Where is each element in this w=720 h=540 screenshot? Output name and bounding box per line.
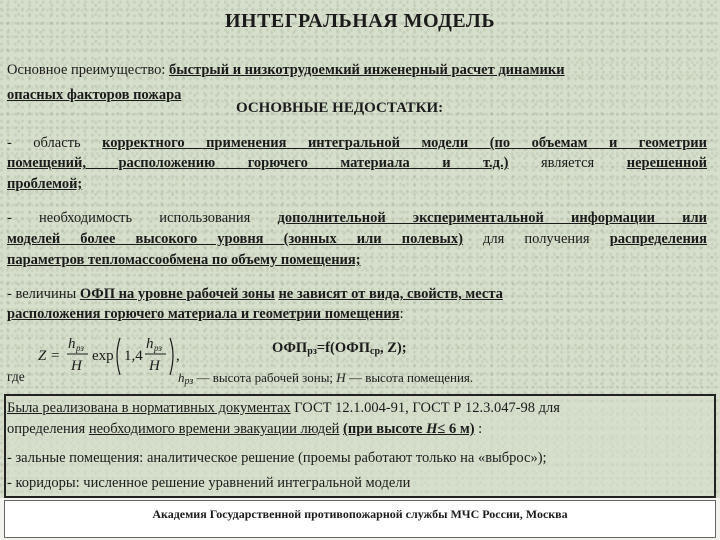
box-line1 — [7, 400, 560, 417]
formula-comma: , — [176, 348, 180, 364]
ofp-tail: , Z); — [380, 340, 407, 356]
ofp-main: ОФП — [272, 340, 308, 356]
drawback3-colon: : — [399, 306, 404, 322]
where-label: где — [7, 369, 25, 384]
drawback2-prefix: - необходимость использования — [7, 210, 278, 226]
formula-coef: 1,4 — [124, 348, 143, 364]
formula-note — [178, 370, 473, 387]
advantage-text1: быстрый и низкотрудоемкий инженерный расчет динамики — [169, 62, 565, 78]
z-formula — [38, 330, 188, 380]
drawbacks-heading: ОСНОВНЫЕ НЕДОСТАТКИ: — [236, 100, 444, 116]
formula-h2: h — [146, 336, 154, 352]
formula-exp: exp — [92, 348, 114, 364]
drawback2-bold3: распределения — [609, 231, 707, 247]
box-l1-rest: ГОСТ 12.1.004-91, ГОСТ Р 12.3.047-98 для — [290, 400, 560, 416]
slide-title: ИНТЕГРАЛЬНАЯ МОДЕЛЬ — [224, 10, 496, 32]
note-text2: — высота помещения. — [345, 370, 474, 385]
drawback2-bold1: дополнительной экспериментальной информации или — [277, 210, 707, 226]
advantage-line2 — [7, 87, 181, 104]
drawback3-line1 — [7, 286, 503, 303]
box-l2-underlined: необходимого времени эвакуации людей — [88, 421, 340, 437]
paren-left — [117, 338, 120, 375]
formula-rz2: рз — [154, 343, 162, 353]
box-line2 — [7, 421, 482, 438]
drawback1-prefix: - область — [7, 135, 103, 151]
drawback1-line2 — [7, 155, 707, 172]
drawback1-mid: является — [508, 155, 627, 171]
box-line3: - зальные помещения: аналитическое решение (проемы работают только на «выброс»); — [7, 450, 547, 466]
box-l2-bold2: ≤ 6 м) — [437, 421, 475, 437]
paren-right — [170, 338, 173, 375]
drawback1-bold1: корректного применения интегральной модели (по объемам и геометрии — [102, 135, 707, 151]
drawback1-bold2: помещений, расположению горючего материала и т.д.) — [7, 155, 509, 171]
ofp-eq: =f(ОФП — [316, 340, 371, 356]
note-H: H — [336, 370, 346, 385]
box-l2-a: определения — [7, 421, 89, 437]
drawback3-bold1: ОФП на уровне рабочей зоны — [79, 286, 275, 302]
drawback3-bold2: не зависят от вида, свойств, места — [278, 286, 503, 302]
drawback3-bold3: расположения горючего материала и геометрии помещения — [7, 306, 400, 322]
ofp-sub: рз — [307, 346, 317, 357]
formula-rz1: рз — [76, 343, 84, 353]
advantage-prefix: Основное преимущество: — [7, 62, 170, 78]
formula-h1: h — [68, 336, 76, 352]
drawback1-line3 — [7, 176, 82, 193]
drawback1-bold4: проблемой; — [7, 176, 83, 192]
box-line4: - коридоры: численное решение уравнений интегральной модели — [7, 475, 411, 491]
formula-H1: H — [71, 358, 82, 374]
note-h: h — [178, 370, 185, 385]
drawback2-mid: для получения — [462, 231, 610, 247]
footer-academy: Академия Государственной противопожарной службы МЧС России, Москва — [4, 500, 716, 538]
drawback2-bold2: моделей более высокого уровня (зонных или полевых) — [7, 231, 463, 247]
box-l2-H: H — [426, 421, 438, 437]
drawback2-line2 — [7, 231, 707, 248]
drawback3-prefix: - величины — [7, 286, 80, 302]
note-text1: — высота рабочей зоны; — [193, 370, 337, 385]
drawback1-bold3: нерешенной — [626, 155, 707, 171]
formula-H2: H — [149, 358, 160, 374]
drawback3-line2 — [7, 306, 404, 323]
box-l1-underlined: Была реализована в нормативных документах — [7, 400, 291, 416]
ofp-formula — [272, 340, 407, 357]
drawback1-line1 — [7, 135, 707, 152]
box-l2-colon: : — [474, 421, 483, 437]
box-l2-bold1: (при высоте — [343, 421, 427, 437]
drawback2-line1 — [7, 210, 707, 227]
drawback2-bold4: параметров тепломассообмена по объему помещения; — [7, 252, 361, 268]
advantage-line1 — [7, 62, 565, 79]
advantage-text2: опасных факторов пожара — [7, 87, 182, 103]
drawback2-line3 — [7, 252, 361, 269]
ofp-sub2: ср — [370, 346, 381, 357]
note-h-sub: рз — [184, 376, 194, 387]
formula-lhs: Z = — [38, 348, 61, 364]
